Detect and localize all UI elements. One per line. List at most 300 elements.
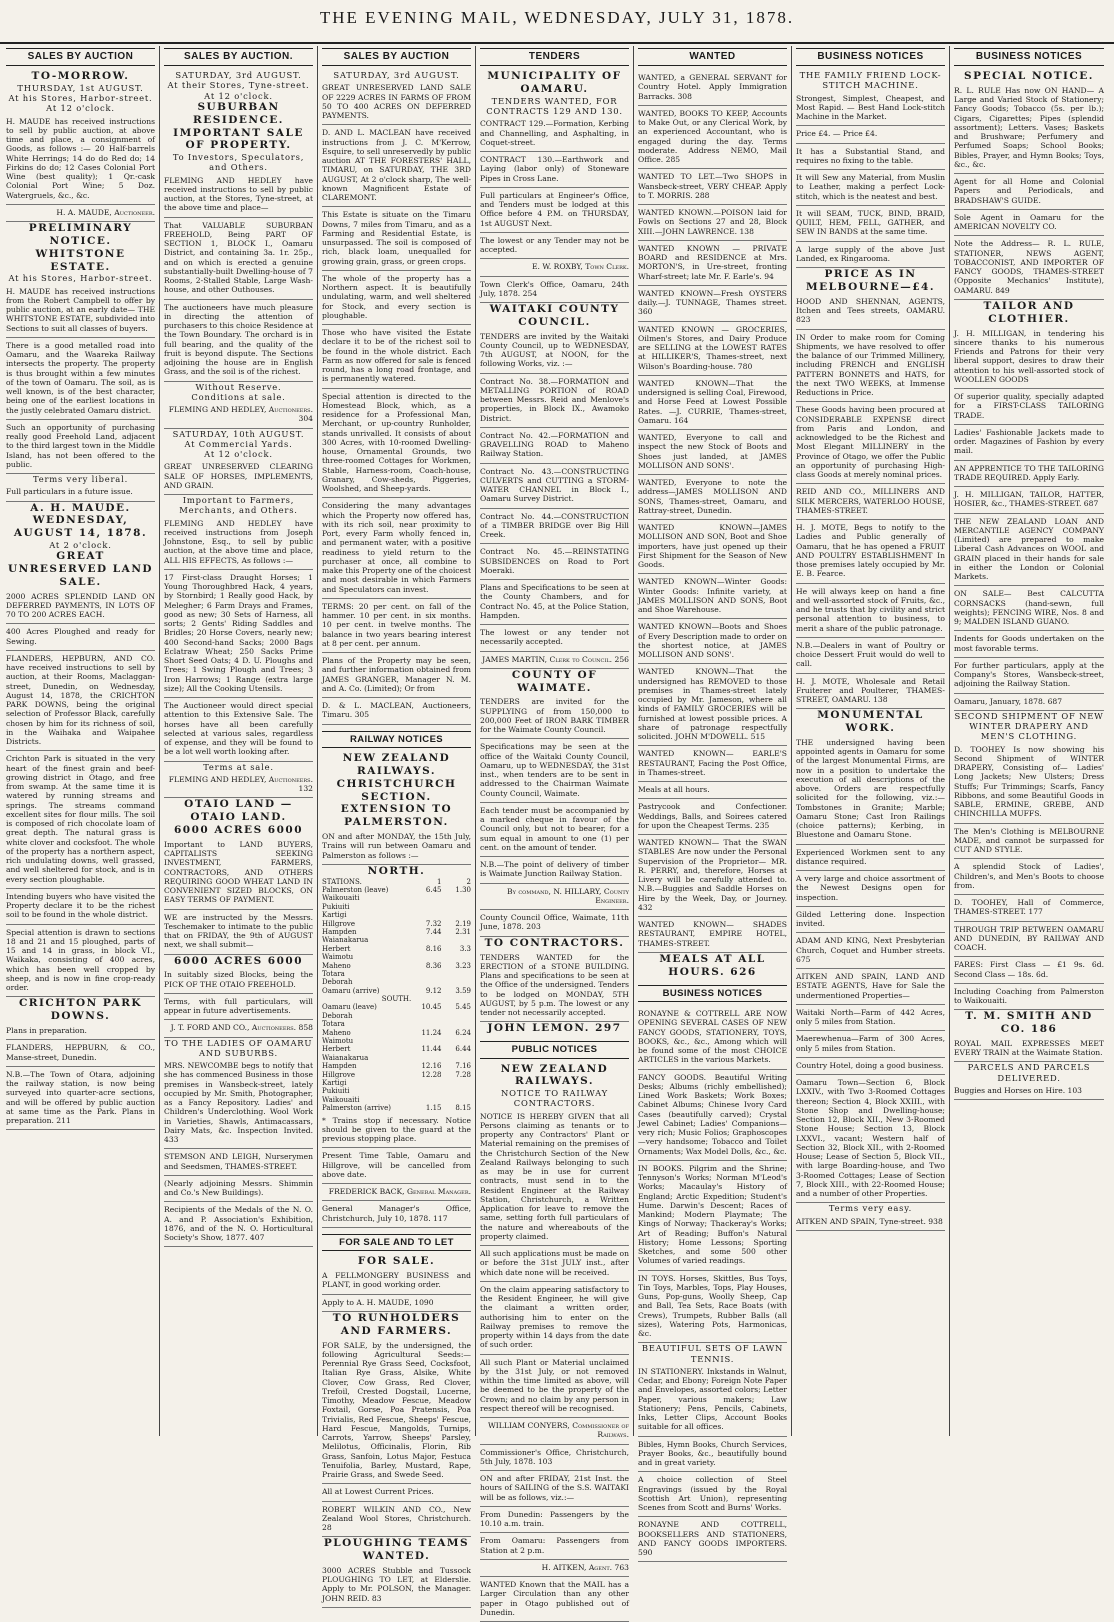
advert-text: TERMS: 20 per cent. on fall of the hammer. 10 per cent. in six months. 10 per cent. in twelve months. The balance in two years bearing interest at 8 per cent. per annum.	[322, 599, 471, 653]
timetable-station: Palmerston (arrive)	[322, 1104, 391, 1113]
advert-display-line: PLOUGHING TEAMS WANTED.	[323, 1537, 470, 1563]
advert-text: The lowest or any Tender may not be accepted.	[480, 233, 629, 260]
advert-text: IN TOYS. Horses, Skittles, Bus Toys, Tin Toys, Marbles, Tops, Play Houses, Guns, Pop-guns, Woolly Sheep, Cap and Ball, Tea Sets, Race Boats (with Crews), Trumpets, Rubber Balls (all sizes), Watering Pots, Harmonicas, &c.	[638, 1271, 787, 1344]
advert-text: H. J. MOTE, Begs to notify to the Ladies and Public generally of Oamaru, that he has opened a FRUIT AND POULTRY ESTABLISHMENT In those premises lately occupied by Mr. E. B. Fearce.	[796, 520, 945, 584]
advert-display-line: PRELIMINARY NOTICE.	[28, 222, 133, 248]
advert-signature: WILLIAM CONYERS, Commissioner of Railways.	[480, 1418, 629, 1445]
timetable-station: Hillgrove	[322, 919, 355, 928]
advert-text: Including Coaching from Palmerston to Waikouaiti.	[954, 984, 1104, 1011]
timetable-row	[322, 1096, 471, 1104]
advert-text: ROYAL MAIL EXPRESSES MEET EVERY TRAIN at the Waimate Station.	[954, 1036, 1104, 1063]
advert-text: H. MAUDE has received instructions from the Robert Campbell to offer by public auction, at an early date— THE WHITSTONE ESTATE, subdivided into Sections to suit all classes of buyers.	[6, 284, 155, 338]
timetable-time	[447, 894, 471, 902]
timetable-time: 8.36	[425, 961, 442, 970]
advert-text: D. TOOHEY, Hall of Commerce, THAMES-STREET. 177	[954, 895, 1104, 922]
timetable-time	[418, 894, 442, 902]
timetable-row	[322, 1104, 471, 1112]
timetable-station: Oamaru (arrive)	[322, 986, 380, 995]
advert-display-line: NOTICE TO RAILWAY CONTRACTORS.	[501, 1088, 608, 1109]
advert-text: GREAT UNRESERVED LAND SALE OF 2229 ACRES IN FARMS OF FROM 50 TO 400 ACRES ON DEFERRED PAYMENTS.	[322, 80, 471, 125]
advert-text: WANTED KNOWN—Boots and Shoes of Every Description made to order on the shortest notice, at JAMES MOLLISON AND SONS'.	[638, 619, 787, 664]
timetable-row	[322, 987, 471, 995]
timetable-station: Kartigi	[322, 911, 347, 920]
advert-text: Terms, with full particulars, will appear in future advertisements.	[164, 994, 313, 1021]
column-1-heading: SALES BY AUCTION	[6, 48, 155, 66]
timetable-time	[418, 1037, 442, 1045]
advert-text: The Men's Clothing is MELBOURNE MADE, and cannot be surpassed for CUT AND STYLE.	[954, 824, 1104, 860]
advert-text: All such applications must be made on or before the 31st JULY inst., after which date none will be received.	[480, 1246, 629, 1282]
timetable-time	[418, 1096, 442, 1104]
advert-text: IN Order to make room for Coming Shipments, we have resolved to offer the balance of our Trimmed Millinery, including FRENCH and ENGLISH PATTERN BONNETS and HATS, for the next TWO WEEKS, at Immense Reductions in Price.	[796, 330, 945, 403]
column-6-heading: BUSINESS NOTICES	[796, 48, 945, 66]
advert-text: IN BOOKS. Pilgrim and the Shrine; Tennyson's Works; Norman M'Leod's Works; Macaulay's History of England; Arctic Expedition; Student's Hume. Darwin's Descent; Races of Mankind; Modern Playmate; The Kings of Norway; Thackeray's Works; Art of Reading; Buffon's Natural History; Home Lessons; Sporting Sketches, and some 500 other Volumes of varied readings.	[638, 1161, 787, 1271]
advert-display-line: NEW ZEALAND RAILWAYS.	[500, 1062, 609, 1088]
advert-display-line: THURSDAY, 1st AUGUST.	[17, 82, 144, 93]
timetable-time: 9.12	[425, 986, 442, 995]
advert-display-line: PARCELS AND PARCELS DELIVERED.	[967, 1062, 1091, 1083]
column-7-heading: BUSINESS NOTICES	[954, 48, 1104, 66]
timetable-row	[322, 970, 471, 978]
advert-display-line: WEDNESDAY, AUGUST 14, 1878.	[13, 514, 148, 540]
timetable-time	[418, 936, 442, 944]
advert-display-line: TENDERS WANTED, FOR CONTRACTS 129 AND 130.	[486, 95, 623, 117]
advert-text: Contract No. 42.—FORMATION and GRAVELLING ROAD to Maheno Railway Station.	[480, 428, 629, 464]
timetable-time: 6.44	[455, 1045, 471, 1054]
section-heading: PUBLIC NOTICES	[480, 1041, 629, 1059]
advert-text: HOOD AND SHENNAN, AGENTS, Itchen and Tees streets, OAMARU. 823	[796, 294, 945, 330]
advert-text: This Estate is situate on the Timaru Downs, 7 miles from Timaru, and as a Farming and Residential Estate, is unsurpassed. The soil is composed of rich, black loam, unequalled for growing grain, grass, or green crops.	[322, 207, 471, 271]
timetable-station: Totara	[322, 1020, 345, 1029]
advert-signature: By command, N. HILLARY, County Engineer.	[480, 884, 629, 911]
advert-text: D. AND L. MACLEAN have received instructions from J. C. M'Kerrow, Esquire, to sell unreservedly by public auction AT THE FORESTERS' HALL, TIMARU, on SATURDAY, THE 3RD AUGUST, At 2 o'clock sharp, The well-known Magnificent Estate of CLAREMONT.	[322, 125, 471, 207]
advert-text: ON and after FRIDAY, 21st Inst. the hours of SAILING of the S.S. WAITAKI will be as follows, viz.:—	[480, 1471, 629, 1507]
advert-display-line: CRICHTON PARK DOWNS.	[18, 997, 143, 1023]
advert-text: He will always keep on hand a fine and well-assorted stock of Fruits, &c., and he trusts that by civility and strict personal attention to business, to merit a share of the public patronage.	[796, 584, 945, 638]
timetable-time	[418, 1012, 442, 1020]
advert-signature: J. T. FORD AND CO., Auctioneers. 858	[164, 1020, 313, 1037]
advert-text: 17 First-class Draught Horses; 1 Young Thoroughbred Hack, 4 years, by Stornbird; 1 Really good Hack, by Melegher; 6 Farm Drays and Frames, good as new; 30 Sets of Harness, all sorts; 2 Gents' Riding Saddles and Bridles; 20 Horse Covers, nearly new; 400 Second-hand Sacks; 2000 Bags Eclatraw Wheat; 250 Sacks Prime Short Seed Oats; 4 D. U. Ploughs and Trees; 1 Swing Plough and Trees; 3 Iron Harrows; 1 Range (extra large size); All the Cooking Utensils.	[164, 570, 313, 698]
advert-text: Full particulars at Engineer's Office, and Tenders must be lodged at this Office before 4 P.M. on THURSDAY, 1st AUGUST Next.	[480, 188, 629, 233]
newspaper-masthead: THE EVENING MAIL, WEDNESDAY, JULY 31, 1878.	[0, 8, 1114, 44]
timetable-time	[418, 1020, 442, 1028]
advert-text: General Manager's Office, Christchurch, July 10, 1878. 117	[322, 1201, 471, 1228]
timetable-row	[322, 1020, 471, 1028]
advert-text: N.B.—The Town of Otara, adjoining the railway station, is now being surveyed into quarter-acre sections, and will be offered by public auction at same time as the Park. Plans in preparation. 211	[6, 1067, 155, 1131]
advert-text: Sole Agent in Oamaru for the AMERICAN NOVELTY CO.	[954, 210, 1104, 237]
advert-text: FLANDERS, HEPBURN, & CO., Manse-street, Dunedin.	[6, 1040, 155, 1067]
advert-text: Town Clerk's Office, Oamaru, 24th July, 1878. 254	[480, 277, 629, 304]
advert-text: AITKEN AND SPAIN, Tyne-street. 938	[796, 1214, 945, 1231]
advert-display-line: Conditions at sale.	[191, 391, 286, 402]
advert-text: Indents for Goods undertaken on the most favorable terms.	[954, 631, 1104, 658]
column-4-heading: TENDERS	[480, 48, 629, 66]
advert-text: Recipients of the Medals of the N. O. A. and P. Association's Exhibition, 1876, and of the N. O. Horticultural Society's Show, 1877. 407	[164, 1202, 313, 1247]
advert-text: GREAT UNRESERVED CLEARING SALE OF HORSES, IMPLEMENTS, AND GRAIN.	[164, 459, 313, 495]
advert-display-line: SATURDAY, 3rd AUGUST.	[333, 70, 460, 81]
advert-text: County Council Office, Waimate, 11th June, 1878. 203	[480, 910, 629, 937]
advert-text: * Trains stop if necessary. Notice should be given to the guard at the previous stopping place.	[322, 1113, 471, 1149]
advert-text: Each tender must be accompanied by a marked cheque in favour of the Council only, but not to bearer, for a sum equal in amount to one (1) per cent. on the amount of tender.	[480, 803, 629, 857]
advert-text: WANTED KNOWN — GROCERIES, Oilmen's Stores, and Dairy Produce are SELLING at the LOWEST RATES at HILLIKER'S, Thames-street, next Wilson's Boarding-house. 780	[638, 322, 787, 376]
column-2-body	[164, 70, 313, 1247]
timetable-station: Waimotu	[322, 953, 354, 962]
advert-text: Agent for all Home and Colonial Papers and Periodicals, and BRADSHAW'S GUIDE.	[954, 174, 1104, 210]
advert-text: ON and after MONDAY, the 15th July, Trains will run between Oamaru and Palmerston as follows :—	[322, 829, 471, 865]
advert-text: D. & L. MACLEAN, Auctioneers, Timaru. 305	[322, 698, 471, 725]
timetable-row	[322, 945, 471, 953]
advert-text: A splendid Stock of Ladies', Children's, and Men's Boots to choose from.	[954, 859, 1104, 895]
timetable-station: Pukiuiti	[322, 1087, 350, 1096]
timetable-row	[322, 1071, 471, 1079]
advert-display-line: Terms very liberal.	[32, 474, 129, 485]
timetable-row	[322, 936, 471, 944]
timetable-station: Waianakarua	[322, 1053, 369, 1062]
timetable-time: 7.28	[455, 1070, 471, 1079]
timetable-time: 1.15	[425, 1104, 442, 1113]
timetable-row	[322, 1087, 471, 1095]
newspaper-columns	[2, 46, 1112, 1617]
advert-text: From Oamaru: Passengers from Station at 2 p.m.	[480, 1533, 629, 1560]
advert-display-line: 6000 ACRES 6000	[173, 823, 304, 836]
advert-display-line: MUNICIPALITY OF OAMARU.	[487, 70, 622, 95]
column-3	[318, 46, 476, 1603]
advert-display-line: At 12 o'clock.	[46, 103, 115, 114]
advert-display-line: To Investors, Speculators, and Others.	[172, 152, 305, 173]
section-heading: BUSINESS NOTICES	[638, 985, 787, 1003]
advert-text: THE NEW ZEALAND LOAN AND MERCANTILE AGENCY COMPANY (Limited) are prepared to make Liberal Cash Advances on WOOL and GRAIN placed in their hands for sale in either the London or Colonial Markets.	[954, 514, 1104, 587]
advert-display-line: TAILOR AND CLOTHIER.	[983, 299, 1075, 325]
section-heading: FOR SALE AND TO LET	[322, 1234, 471, 1252]
timetable-row	[322, 1079, 471, 1087]
advert-signature: FREDERICK BACK, General Manager.	[322, 1184, 471, 1201]
timetable-time: 11.44	[421, 1045, 442, 1054]
advert-text: Oamaru, January, 1878. 687	[954, 694, 1104, 711]
timetable-time: 2.19	[455, 919, 471, 928]
timetable-time: 7.16	[455, 1062, 471, 1071]
advert-display-line: TO-MORROW.	[31, 70, 130, 83]
advert-text: STEMSON AND LEIGH, Nurserymen and Seedsmen, THAMES-STREET.	[164, 1149, 313, 1176]
advert-text: Bibles, Hymn Books, Church Services, Prayer Books, &c., beautifully bound and in great variety.	[638, 1437, 787, 1473]
timetable-time	[447, 1087, 471, 1095]
timetable-station: Herbert	[322, 944, 351, 953]
advert-text: On the claim appearing satisfactory to the Resident Engineer, he will give the claimant a written order, authorising him to enter on the Railway premises to remove the property within 14 days from the date of such order.	[480, 1282, 629, 1355]
advert-text: H. MAUDE has received instructions to sell by public auction, at above time and place, a consignment of Goods, as follows :— 20 Half-barrels White Herrings; 14 do do Red do; 14 Firkins do do; 12 Cases Colonial Port Wine (best quality); 1 Qr.-cask Colonial Port Wine; 5 Doz. Watergruels, &c., &c.	[6, 114, 155, 205]
timetable-station: Waianakarua	[322, 936, 369, 945]
advert-text: IN STATIONERY. Inkstands in Walnut, Cedar, and Ebony; Foreign Note Paper and Envelopes, assorted colors; Letter Paper, various makers; Law Stationery; Pens, Pencils, Cabinets, Inks, Letter Clips, Account Books suitable for all offices.	[638, 1364, 787, 1437]
advert-display-line: TO RUNHOLDERS AND FARMERS.	[332, 1311, 461, 1337]
advert-display-line: SECOND SHIPMENT OF NEW WINTER DRAPERY AND MEN'S CLOTHING.	[954, 710, 1104, 742]
advert-display-line: At 2 o'clock.	[49, 540, 112, 551]
advert-display-line: At Commercial Yards.	[184, 438, 293, 449]
timetable-time: 5.45	[455, 1003, 471, 1012]
timetable-time	[447, 1079, 471, 1087]
timetable-time	[447, 978, 471, 986]
advert-text: A choice collection of Steel Engravings (issued by the Royal Scottish Art Union), representing Scenes from Scott and Burns' Works.	[638, 1472, 787, 1517]
column-1	[2, 46, 160, 1436]
timetable-time	[447, 936, 471, 944]
column-5-heading: WANTED	[638, 48, 787, 66]
advert-display-line: At 12 o'clock.	[204, 449, 273, 460]
timetable-time: 6.24	[455, 1028, 471, 1037]
section-heading: RAILWAY NOTICES	[322, 731, 471, 749]
advert-text: Present Time Table, Oamaru and Hillgrove, will be cancelled from above date.	[322, 1148, 471, 1184]
advert-text: WANTED, a GENERAL SERVANT for Country Hotel. Apply Immigration Barracks. 308	[638, 70, 787, 106]
advert-text: J. H. MILLIGAN, in tendering his sincere thanks to his numerous Friends and Patrons for their very liberal support, desires to draw their attention to his well-assorted stock of WOOLLEN GOODS	[954, 326, 1104, 390]
advert-display-line: MEALS AT ALL HOURS. 626	[659, 952, 766, 978]
timetable-time	[418, 911, 442, 919]
advert-text: WANTED KNOWN—Fresh OYSTERS daily.—J. TUNNAGE, Thames street. 360	[638, 286, 787, 322]
advert-display-line: WAITAKI COUNTY COUNCIL.	[489, 303, 620, 328]
advert-text: WANTED KNOWN—Winter Goods: Winter Goods: Infinite variety, at JAMES MOLLISON AND SONS, Boot and Shoe Warehouse.	[638, 574, 787, 619]
advert-text: There is a good metalled road into Oamaru, and the Waareka Railway intersects the property. The property is thus brought within a few minutes of the town of Oamaru. The soil, as is well known, is of the best character, being one of the earliest locations in the justly celebrated Oamaru district.	[6, 338, 155, 420]
advert-text: Maerewhenua—Farm of 300 Acres, only 5 miles from Station.	[796, 1031, 945, 1058]
advert-text: Plans in preparation.	[6, 1023, 155, 1040]
timetable-station: Hampden	[322, 927, 357, 936]
advert-display-line: At his Stores, Harbor-street.	[8, 93, 153, 104]
column-7-body	[954, 70, 1104, 1100]
advert-text: Considering the many advantages which the Property now offered has, with its rich soil, near proximity to Port, every Farm wholly fenced in, and permanent water, with a positive readiness to yield return to the purchaser at once, all combine to make this Property one of the choicest and most desirable in which Farmers and Speculators can invest.	[322, 498, 471, 599]
column-3-body	[322, 70, 471, 1608]
timetable-row	[322, 920, 471, 928]
advert-text: Apply to A. H. MAUDE, 1090	[322, 1295, 471, 1312]
advert-text: WANTED, BOOKS TO KEEP, Accounts to Make Out, or any Clerical Work, by an experienced Accountant, who is engaged during the day. Terms moderate. Address NEMO, Mail Office. 285	[638, 106, 787, 170]
advert-text: Such an opportunity of purchasing really good Freehold Land, adjacent to the third largest town in the Middle Island, has not been offered to the public.	[6, 420, 155, 474]
advert-signature: JAMES MARTIN, Clerk to Council. 256	[480, 652, 629, 669]
advert-text: REID AND CO., MILLINERS AND SILK MERCERS, WATERLOO HOUSE, THAMES-STREET.	[796, 484, 945, 520]
timetable-row	[322, 894, 471, 902]
advert-text: Full particulars in a future issue.	[6, 484, 155, 501]
advert-text: Ladies' Fashionable Jackets made to order. Magazines of Fashion by every mail.	[954, 425, 1104, 461]
advert-display-line: A. H. MAUDE.	[30, 501, 131, 514]
timetable-row	[322, 1062, 471, 1070]
advert-text: A FELLMONGERY BUSINESS and PLANT, in good working order.	[322, 1268, 471, 1295]
advert-text: Contract No. 43.—CONSTRUCTING CULVERTS and CUTTING a STORM-WATER CHANNEL in Block I., Oamaru Survey District.	[480, 464, 629, 509]
advert-text: AN APPRENTICE TO THE TAILORING TRADE REQUIRED. Apply Early.	[954, 461, 1104, 488]
advert-text: TENDERS are invited by the Waitaki County Council, up to WEDNESDAY, 7th AUGUST, at NOON, for the following Works, viz. :—	[480, 329, 629, 374]
column-2-heading: SALES BY AUCTION.	[164, 48, 313, 66]
advert-text: WANTED KNOWN— SHADES RESTAURANT, EMPIRE HOTEL, THAMES-STREET.	[638, 917, 787, 953]
timetable-time	[418, 953, 442, 961]
advert-text: Contract No. 45.—REINSTATING SUBSIDENCES on Road to Port Moeraki.	[480, 544, 629, 580]
advert-text: Crichton Park is situated in the very heart of the finest grain and beef-growing district in Otago, and free from swamp. At the same time it is watered by running streams and springs. The streams command excellent sites for flour mills. The soil is composed of rich chocolate loam of great depth. The natural grass is white clover and cocksfoot. The whole of the property has a northern aspect, rich undulating downs, well grassed, and well sheltered for stock, and is in every section ploughable.	[6, 751, 155, 889]
advert-text: Specifications may be seen at the office of the Waitaki County Council, Oamaru, up to WEDNESDAY, the 31st inst., when tenders are to be sent in addressed to the Chairman Waimate County Council, Waimate.	[480, 739, 629, 803]
advert-text: NOTICE IS HEREBY GIVEN that all Persons claiming as tenants or to property any Contractors' Plant or Material remaining on the premises of the Christchurch Section of the New Zealand Railways belonging to such as may be in use for current contracts, must send in to the Resident Engineer at the Railway Station, Christchurch, a Written Application for leave to remove the same, setting forth full particulars of the nature and whereabouts of the property claimed.	[480, 1109, 629, 1247]
advert-text: Plans and Specifications to be seen at the County Chambers, and for Contract No. 45, at the Police Station, Hampden.	[480, 580, 629, 625]
advert-text: WANTED KNOWN — PRIVATE BOARD and RESIDENCE at Mrs. MORTON'S, in Ure-street, fronting Wharf-street; late Mr. F. Earle's. 94	[638, 241, 787, 286]
advert-text: WANTED KNOWN.—POISON laid for Fowls on Sections 27 and 28, Block XIII.—JOHN LAWRENCE. 138	[638, 205, 787, 241]
timetable-time	[447, 911, 471, 919]
advert-text: Strongest, Simplest, Cheapest, and Most Rapid. — Best Hand Lock-stitch Machine in the Market.	[796, 91, 945, 127]
advert-text: In suitably sized Blocks, being the PICK OF THE OTAIO FREEHOLD.	[164, 967, 313, 994]
advert-text: Pastrycook and Confectioner. Weddings, Balls, and Soirees catered for upon the Cheapest Terms. 235	[638, 799, 787, 835]
advert-text: A large supply of the above Just Landed, ex Ringarooma.	[796, 242, 945, 269]
timetable-time: 3.3	[459, 944, 471, 953]
advert-text: FANCY GOODS. Beautiful Writing Desks; Albums (richly embellished); Lined Work Baskets; Work Boxes; Cabinet Albums; Chinese Ivory Card Cases (beautifully carved); Crystal Jewel Cabinet; Ladies' Companions—very rich; Music Folios; Graphoscopes—very handsome; Tobacco and Toilet Ornaments; Wax Model Dolls, &c., &c.	[638, 1070, 787, 1161]
timetable-time: 7.32	[425, 919, 442, 928]
advert-text: N.B.—The point of delivery of timber is Waimate Junction Railway Station.	[480, 857, 629, 884]
advert-text: Commissioner's Office, Christchurch, 5th July, 1878. 103	[480, 1445, 629, 1472]
timetable-station: Herbert	[322, 1045, 351, 1054]
timetable-station: Totara	[322, 969, 345, 978]
advert-text: These Goods having been procured at CONSIDERABLE EXPENSE direct from Paris and London, and acknowledged to be the Richest and Most Elegant MILLINERY in the Province of Otago, we offer the Public an opportunity of purchasing High-class Goods at merely nominal prices.	[796, 402, 945, 484]
timetable-time	[447, 1054, 471, 1062]
advert-display-line: At 12 o'clock.	[204, 90, 273, 101]
advert-text: Plans of the Property may be seen, and further information obtained from JAMES GRANGER, Manager N. M. and A. Co. (Limited); Or from	[322, 653, 471, 698]
advert-text: Buggies and Horses on Hire. 103	[954, 1083, 1104, 1100]
advert-text: Special attention is directed to the Homestead Block, which, as a residence for a Professional Man, Merchant, or up-country Runholder, stands unrivalled. It consists of about 300 Acres, with 10-roomed Dwelling-house, Ornamental Grounds, two three-roomed Cottages for Workmen, Stable, Harness-room, Coach-house, Granary, Cow-sheds, Piggeries, Woolshed, and Sheep-yards.	[322, 389, 471, 499]
advert-display-line: OTAIO LAND — OTAIO LAND.	[184, 798, 293, 824]
advert-text: WANTED KNOWN— That the SWAN STABLES Are now under the Personal Supervision of the Proprietor— MR. R. PERRY, and, therefore, Horses at Livery will be carefully attended to. N.B.—Buggies and Saddle Horses on Hire by the Week, Day, or Journey. 432	[638, 835, 787, 917]
timetable-time	[447, 1037, 471, 1045]
advert-text: Oamaru Town—Section 6, Block LXXIV., with Two 3-Roomed Cottages thereon; Section 4, Block XXIII., with Stone Shop and Dwelling-house; Section 12, Block XII., New 3-Roomed Stone House; Section 13, Block LXXVI., vacant; Western half of Section 32, Block XII., with 2-Roomed House; Lease of Section 5, Block VII., with large Boarding-house, and Two 3-Roomed Cottages; Lease of Section 7, Block XIII., with 22-Roomed House; and a number of other Properties.	[796, 1075, 945, 1203]
advert-text: Important to LAND BUYERS, CAPITALISTS SEEKING INVESTMENT, FARMERS, CONTRACTORS, AND OTHERS REQUIRING GOOD WHEAT LAND IN CONVENIENT SIZED BLOCKS, ON EASY TERMS OF PAYMENT.	[164, 837, 313, 910]
timetable-time	[447, 903, 471, 911]
advert-text: For further particulars, apply at the Company's Stores, Wansbeck-street, adjoining the Railway Station.	[954, 658, 1104, 694]
timetable-station: Kartigi	[322, 1078, 347, 1087]
advert-text: THROUGH TRIP BETWEEN OAMARU AND DUNEDIN, BY RAILWAY AND COACH.	[954, 922, 1104, 958]
timetable-time: 8.15	[455, 1104, 471, 1113]
advert-text: FOR SALE, by the undersigned, the following Agricultural Seeds:— Perennial Rye Grass Seed, Cocksfoot, Italian Rye Grass, Alsike, White Clover, Cow Grass, Red Clover, Trefoil, Crested Dogstail, Lucerne, Timothy, Meadow Fescue, Meadow Foxtail, Gorse, Poa Pratensis, Poa Trivialis, Red Fescue, Sheeps' Fescue, Hard Fescue, Mangolds, Turnips, Carrots, Yarrow, Sheeps' Parsley, Melilotus, Officinalis, Florin, Rib Grass, Sanfoin, Lotus Major, Festuca Tenuifolia, Barley, Mustard, Rape, Prairie Grass, and Swede Seed.	[322, 1338, 471, 1485]
advert-text: ON SALE— Best CALCUTTA CORNSACKS (hand-sewn, full weights); FENCING WIRE, Nos. 8 and 9; MALDEN ISLAND GUANO.	[954, 586, 1104, 631]
advert-text: 2000 ACRES SPLENDID LAND ON DEFERRED PAYMENTS, IN LOTS OF 70 TO 200 ACRES EACH.	[6, 589, 155, 625]
timetable-station: Palmerston (leave)	[322, 885, 389, 894]
column-4-body	[480, 70, 629, 1622]
advert-display-line: EXTENSION TO PALMERSTON.	[340, 803, 453, 829]
advert-signature: H. A. MAUDE, Auctioneer.	[6, 205, 155, 222]
timetable-time	[418, 1079, 442, 1087]
timetable-station: Pukiuiti	[322, 902, 350, 911]
advert-text: It will Sew any Material, from Muslin to Leather, making a perfect Lock-stitch, which is the neatest and best.	[796, 170, 945, 206]
timetable-station: Waikouaiti	[322, 1095, 360, 1104]
advert-text: The whole of the property has a Northern aspect. It is beautifully undulating, warm, and well sheltered for Stock, and every section is ploughable.	[322, 271, 471, 325]
timetable-row	[322, 962, 471, 970]
timetable-station: STATIONS.	[322, 877, 362, 886]
advert-text: WANTED KNOWN—That the undersigned is selling Coal, Firewood, and Horse Feed at Lowest Possible Rates. —J. CURRIE, Thames-street, Oamaru. 164	[638, 376, 787, 430]
advert-text: Experienced Workmen sent to any distance required.	[796, 845, 945, 872]
timetable-time: 3.23	[455, 961, 471, 970]
advert-display-line: SPECIAL NOTICE.	[964, 70, 1094, 83]
timetable-row	[322, 1012, 471, 1020]
advert-text: MRS. NEWCOMBE begs to notify that she has commenced Business in those premises in Wansbeck-street, lately occupied by Mr. Smith, Photographer, as a Fancy Repository. Ladies' and Children's Underclothing. Wool Work in Varieties, Shawls, Antimacassars, Dairy Mats, &c. Inspection Invited. 433	[164, 1058, 313, 1149]
advert-text: FLEMING AND HEDLEY have received instructions to sell by public auction, at the Stores, Tyne-street, at the above time and place—	[164, 173, 313, 218]
timetable-time	[447, 970, 471, 978]
advert-display-line: NORTH.	[367, 864, 426, 877]
railway-timetable	[322, 878, 471, 1113]
timetable-time	[447, 1096, 471, 1104]
advert-text: Meals at all hours.	[638, 782, 787, 799]
timetable-time	[418, 1054, 442, 1062]
advert-text: D. TOOHEY Is now showing his Second Shipment of WINTER DRAPERY, Consisting of— Ladies' Long Jackets; New Ulsters; Dress Stuffs; Fur Trimmings; Scarfs, Fancy Ribbons, and some Beautiful Goods in SABLE, ERMINE, GREBE, AND CHINCHILLA MUFFS.	[954, 742, 1104, 824]
timetable-time: 11.24	[421, 1028, 442, 1037]
timetable-station: Maheno	[322, 961, 351, 970]
advert-signature: FLEMING AND HEDLEY, Auctioneers. 132	[164, 772, 313, 799]
advert-text: RONAYNE AND COTTRELL, BOOKSELLERS AND STATIONERS, AND FANCY GOODS IMPORTERS. 590	[638, 1517, 787, 1562]
advert-text: (Nearly adjoining Messrs. Shimmin and Co.'s New Buildings).	[164, 1176, 313, 1203]
timetable-station: Maheno	[322, 1028, 351, 1037]
advert-text: N.B.—Dealers in want of Poultry or choice Dessert Fruit would do well to call.	[796, 638, 945, 674]
advert-text: ADAM AND KING, Next Presbyterian Church, Coquet and Humber streets. 675	[796, 933, 945, 969]
advert-display-line: WHITSTONE ESTATE.	[35, 247, 126, 273]
timetable-time	[418, 903, 442, 911]
timetable-row	[322, 911, 471, 919]
advert-display-line: Terms very easy.	[828, 1203, 913, 1214]
timetable-row	[322, 1054, 471, 1062]
timetable-time	[418, 970, 442, 978]
advert-text: All such Plant or Material unclaimed by the 31st July, or not removed within the time limited as above, will be deemed to be the property of the Crown; and no claim by any person in respect thereof will be recognised.	[480, 1355, 629, 1419]
advert-display-line: Important to Farmers, Merchants, and Others.	[179, 495, 298, 516]
column-6	[792, 46, 950, 1436]
advert-text: TENDERS are invited for the SUPPLYING of from 150,000 to 200,000 Feet of IRON BARK TIMBER for the Waimate County Council.	[480, 694, 629, 739]
advert-text: WANTED TO LET.—Two SHOPS in Wansbeck-street, VERY CHEAP. Apply to T. MORRIS. 288	[638, 169, 787, 205]
advert-text: 3000 ACRES Stubble and Tussock PLOUGHING TO LET, at Elderslie. Apply to Mr. POLSON, the Manager. JOHN REID. 83	[322, 1563, 471, 1608]
timetable-station: Hampden	[322, 1062, 357, 1071]
timetable-time: 2	[466, 877, 471, 886]
advert-text: The Auctioneer would direct special attention to this Extensive Sale. The horses have all been carefully selected at various sales, regardless of expense, and they will be found to be a lot well worth looking after.	[164, 698, 313, 762]
column-1-body	[6, 70, 155, 1130]
timetable-time	[447, 1012, 471, 1020]
advert-display-line: T. M. SMITH AND CO. 186	[965, 1010, 1093, 1036]
advert-text: WANTED KNOWN—JAMES MOLLISON AND SON, Boot and Shoe importers, have just opened up their First Shipment for the Season of New Goods.	[638, 520, 787, 574]
timetable-time	[447, 1020, 471, 1028]
timetable-time	[447, 953, 471, 961]
timetable-time: 12.28	[421, 1070, 442, 1079]
timetable-time: 1.30	[455, 885, 471, 894]
advert-text: Waitaki North—Farm of 442 Acres, only 5 miles from Station.	[796, 1005, 945, 1032]
advert-display-line: SUBURBAN RESIDENCE.	[193, 100, 284, 126]
timetable-station: Deborah	[322, 1011, 353, 1020]
advert-display-line: NEW ZEALAND RAILWAYS.	[342, 752, 451, 778]
timetable-time: 3.59	[455, 986, 471, 995]
advert-display-line: At his Stores, Harbor-street.	[8, 273, 153, 284]
advert-display-line: 6000 ACRES 6000	[173, 954, 304, 967]
advert-text: Contract No. 38.—FORMATION and METALLING PORTION of ROAD between Messrs. Reid and Menlove's properties, in Block IX., Awamoko District.	[480, 374, 629, 428]
advert-text: The auctioneers have much pleasure in directing the attention of purchasers to this choice Residence at the Town Boundary. The orchard is in full bearing, and the quality of the fruit is beyond dispute. The Sections adjoining the house are in English Grass, and the soil is of the richest.	[164, 300, 313, 382]
advert-text: H. J. MOTE, Wholesale and Retail Fruiterer and Poulterer, THAMES-STREET, OAMARU. 138	[796, 674, 945, 710]
advert-display-line: GREAT UNRESERVED LAND SALE.	[7, 550, 154, 588]
column-3-heading: SALES BY AUCTION	[322, 48, 471, 66]
advert-text: That VALUABLE SUBURBAN FREEHOLD, Being PART OF SECTION 1, BLOCK I., Oamaru District, and containing 3a. 1r. 25p., and on which is erected a genuine substantially-built Dwelling-house of 7 Rooms, 2-Stalled Stable, Large Wash-house, and other Outhouses.	[164, 218, 313, 300]
timetable-time: 8.16	[425, 944, 442, 953]
advert-text: It has a Substantial Stand, and requires no fixing to the table.	[796, 144, 945, 171]
advert-text: 400 Acres Ploughed and ready for Sewing.	[6, 624, 155, 651]
advert-text: ROBERT WILKIN AND CO., New Zealand Wool Stores, Christchurch. 28	[322, 1502, 471, 1538]
advert-text: Intending buyers who have visited the Property declare it to be the richest soil to be found in the whole district.	[6, 889, 155, 925]
timetable-south-label: SOUTH.	[381, 995, 412, 1004]
advert-text: AITKEN AND SPAIN, LAND AND ESTATE AGENTS, Have for Sale the undermentioned Properties—	[796, 969, 945, 1005]
advert-text: WANTED, Everyone to note the address—JAMES MOLLISON AND SONS, Thames-street, Oamaru, and Rattray-street, Dunedin.	[638, 475, 787, 520]
timetable-row	[322, 1037, 471, 1045]
timetable-row	[322, 928, 471, 936]
advert-text: WE are instructed by the Messrs. Teschemaker to intimate to the public that on FRIDAY, the 9th of AUGUST next, we shall submit—	[164, 910, 313, 955]
timetable-station: Deborah	[322, 978, 353, 987]
advert-text: From Dunedin: Passengers by the 10.10 a.m. train.	[480, 1507, 629, 1534]
advert-text: RONAYNE & COTTRELL ARE NOW OPENING SEVERAL CASES OF NEW FANCY GOODS, STATIONERY, TOYS, BOOKS, &c., &c., Among which will be found some of the most CHOICE ARTICLES in the various Markets.	[638, 1006, 787, 1070]
advert-display-line: CHRISTCHURCH SECTION.	[336, 777, 457, 803]
advert-text: Price £4. — Price £4.	[796, 126, 945, 143]
timetable-station: Oamaru (leave)	[322, 1003, 377, 1012]
timetable-station: Hillgrove	[322, 1070, 355, 1079]
timetable-time	[418, 1087, 442, 1095]
timetable-time: 12.16	[421, 1062, 442, 1071]
advert-text: Gilded Lettering done. Inspection invited.	[796, 907, 945, 934]
timetable-row	[322, 1045, 471, 1053]
advert-text: Contract No. 44.—CONSTRUCTION of a TIMBER BRIDGE over Big Hill Creek.	[480, 509, 629, 545]
timetable-row	[322, 878, 471, 886]
timetable-row	[322, 1029, 471, 1037]
advert-display-line: Without Reserve.	[195, 381, 282, 392]
advert-signature: H. AITKEN, Agent. 763	[480, 1560, 629, 1577]
advert-display-line: At their Stores, Tyne-street.	[167, 80, 310, 91]
